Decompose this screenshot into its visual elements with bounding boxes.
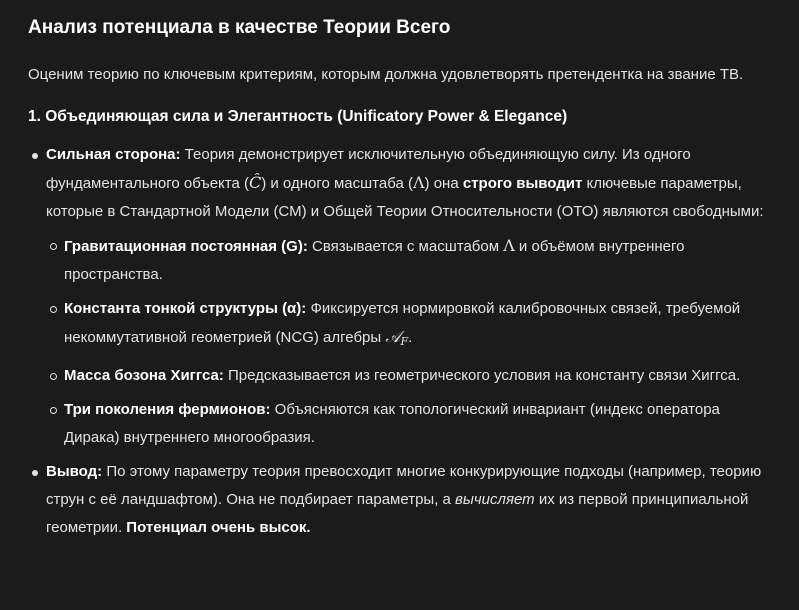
conclusion-emph: вычисляет <box>455 491 535 508</box>
item-text: Предсказывается из геометрического условия на константу связи Хиггса. <box>223 367 741 384</box>
math-lambda: Λ <box>503 236 515 255</box>
item-text: и объёмом внутреннего пространства. <box>64 238 685 283</box>
strength-text-d: ключевые параметры, которые в Стандартной Модели (СМ) и Общей Теории Относительности (ОТО) являются свободными: <box>46 175 764 220</box>
list-item <box>46 295 779 356</box>
strength-item <box>28 141 779 452</box>
conclusion-text-b: их из первой принципиальной геометрии. <box>46 491 749 536</box>
subsection-heading: 1. Объединяющая сила и Элегантность (Unificatory Power & Elegance) <box>28 108 568 125</box>
item-text: Фиксируется нормировкой калибровочных связей, требуемой некоммутативной геометрией (NCG) алгебры <box>64 300 741 346</box>
math-algebra-af: 𝒜$_F$ <box>385 327 409 348</box>
strength-text-a: Теория демонстрирует исключительную объединяющую силу. Из одного фундаментального объекта ( <box>46 146 691 192</box>
intro-paragraph: Оценим теорию по ключевым критериям, которым должна удовлетворять претендентка на звание ТВ. <box>28 66 744 83</box>
item-label: Гравитационная постоянная (G): <box>64 238 308 255</box>
list-item <box>46 232 779 289</box>
parameters-list <box>46 232 779 452</box>
item-label: Масса бозона Хиггса: <box>64 367 224 384</box>
conclusion-label: Вывод: <box>46 463 103 480</box>
item-text: Объясняются как топологический инвариант (индекс оператора Дирака) внутреннего многообразия. <box>64 401 720 446</box>
item-text: Связывается с масштабом <box>307 238 504 255</box>
criteria-list <box>28 141 779 542</box>
strength-bold-derives: строго выводит <box>462 175 583 192</box>
list-item <box>46 396 779 452</box>
conclusion-item <box>28 458 779 542</box>
item-text: . <box>408 329 413 346</box>
item-label: Константа тонкой структуры (α): <box>64 300 307 317</box>
math-lambda: Λ <box>412 173 425 192</box>
strength-text-c: ) она <box>424 175 463 192</box>
strength-text-b: ) и одного масштаба ( <box>261 175 413 192</box>
item-label: Три поколения фермионов: <box>64 401 271 418</box>
math-c-hat: Ĉ <box>248 173 262 192</box>
strength-label: Сильная сторона: <box>46 146 181 163</box>
list-item <box>46 362 779 390</box>
conclusion-bold-end: Потенциал очень высок. <box>126 519 311 536</box>
section-title: Анализ потенциала в качестве Теории Всего <box>28 17 451 38</box>
conclusion-text-a: По этому параметру теория превосходит многие конкурирующие подходы (например, теорию струн с её ландшафтом). Она не подбирает параметры, а <box>46 463 762 508</box>
